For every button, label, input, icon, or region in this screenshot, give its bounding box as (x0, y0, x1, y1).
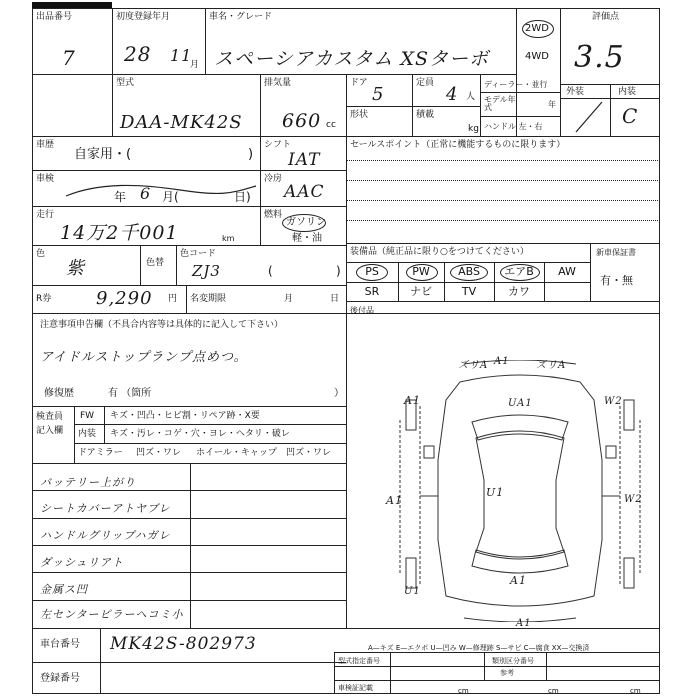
ins-month: 月( (162, 190, 179, 204)
after-label: 後付品 (350, 306, 374, 315)
equip-leather: カワ (508, 285, 530, 298)
equip-airbag: エアB (504, 265, 534, 278)
ins-month-value: 6 (140, 184, 152, 203)
mark-right-front: W2 (604, 396, 623, 407)
capacity-unit: 人 (466, 92, 476, 102)
fuel-label: 燃料 (264, 210, 283, 220)
comment-3: ハンドルグリップハガレ (40, 529, 171, 542)
notes-label: 注意事項申告欄（不具合内容等は具体的に記入して下さい） (40, 320, 284, 330)
shape-label: 形状 (350, 110, 369, 120)
mileage-value: 14万2千001 (60, 222, 179, 244)
equip-abs: ABS (458, 265, 480, 278)
reg-year: 28 (124, 42, 152, 66)
length-label: 車検証記載 (338, 684, 373, 692)
first-reg-label: 初度登録年月 (116, 12, 171, 22)
kg-unit: kg (468, 124, 479, 134)
handle-label: ハンドル 左・右 (484, 122, 543, 131)
equip-aw: AW (558, 265, 576, 278)
comment-4: ダッシュリアト (40, 556, 124, 569)
model-label: 型式 (116, 78, 135, 88)
comment-2: シートカバーアトヤブレ (40, 502, 171, 515)
color-code-label: 色コード (180, 249, 217, 259)
cm-1: cm (458, 687, 469, 695)
cc-unit: cc (326, 120, 336, 130)
interior-grade-label: 内装 (618, 87, 637, 97)
capacity-label: 定員 (416, 78, 435, 88)
equip-ps: PS (365, 265, 379, 278)
interior-check-label: 内装 (78, 429, 97, 439)
name-value: スペーシアカスタム XSターボ (214, 48, 490, 70)
interior-grade-value: C (622, 104, 639, 128)
mark-roof: U1 (486, 486, 505, 499)
capacity-value: 4 (446, 84, 459, 105)
reg-month-unit: 月 (190, 60, 200, 70)
mark-front-center: A1 (494, 356, 510, 367)
mileage-label: 走行 (36, 210, 55, 220)
aircon-value: AAC (284, 182, 325, 202)
mark-front-right: ズリA (536, 360, 567, 371)
auction-sheet: 出品番号 7 初度登録年月 28 11 月 車名・グレード スペーシアカスタム XSターボ 2WD 4WD 評価点 3.5 外装 内装 C 型式 DAA-MK42S 排気量 660 cc ドア 5 定員 4 人 形状 積載 kg ディーラー・並行 モデル年式 年 ハンドル 左・右 車歴 自家用・( ) シフト IAT 車検 年 6 月( 日) 冷房 AAC 走行 14万2千001 km 燃料 ガソリン 軽・油 色 紫 色替 色コード ZJ3 ( ) R券 9,290 円 名変期限 月 日 セールスポイント（正常に機能するものに限ります） 装備品（純正品に限り○をつけてください） 新車保証書 有・無 PS PW ABS エアB AW SR ナビ TV カワ 後付品 注意事項申告欄（不具合内容等は具体的に記入して下さい） アイドルストップランプ点めつ。 修復歴 有 （箇所 ） 検査員 記入欄 FW キズ・凹凸・ヒビ割・リペア跡・X要 内装 キズ・汚レ・コゲ・穴・ヨレ・ヘタリ・破レ ドアミラー 凹ズ・ワレ ホイール・キャップ 凹ズ・ワレ バッテリー上がり シートカバーアトヤブレ ハンドルグリップハガレ ダッシュリアト 金属ス凹 左センターピラーヘコミ小 ズリA A1 ズリA A1 W2 UA1 A1 U1 W2 A1 U1 A1 車台番号 MK42S-802973 登録番号 A—キズ E—エクボ U—凹み W—修理跡 S—サビ C—腐食 XX—交換済 型式指定番号 類別区分番号 参考 車検証記載 cm cm cm (0, 0, 700, 700)
cm-2: cm (548, 687, 559, 695)
new-warranty-label: 新車保証書 (596, 248, 636, 257)
color-label: 色 (36, 249, 46, 259)
year-unit: 年 (548, 100, 556, 109)
interior-check-text: キズ・汚レ・コゲ・穴・ヨレ・ヘタリ・破レ (110, 429, 290, 439)
wheel-label: ホイール・キャップ (196, 448, 277, 458)
abs-circle (450, 264, 488, 281)
model-value: DAA-MK42S (120, 112, 243, 133)
warranty-month: 月 (284, 294, 294, 304)
mark-hood: UA1 (508, 398, 533, 409)
displacement-value: 660 (282, 110, 322, 132)
inspector-label-2: 記入欄 (36, 426, 64, 436)
new-warranty-value: 有・無 (600, 274, 633, 287)
equip-sr: SR (364, 285, 380, 298)
exterior-slash (572, 100, 606, 134)
color-change-label: 色替 (146, 258, 165, 268)
mirror-text: 凹ズ・ワレ (136, 448, 182, 458)
mark-rear: A1 (510, 574, 527, 587)
score-value: 3.5 (574, 40, 625, 75)
shift-label: シフト (264, 140, 292, 150)
comment-1: バッテリー上がり (40, 476, 136, 489)
class-number-label: 類別区分番号 (492, 657, 534, 665)
km-unit: km (222, 234, 235, 243)
equip-tv: TV (461, 285, 477, 298)
fw-text: キズ・凹凸・ヒビ割・リペア跡・X要 (110, 411, 260, 421)
name-label: 車名・グレード (209, 12, 273, 22)
recycle-label: R券 (36, 294, 52, 304)
repair-label: 修復歴 (44, 388, 74, 399)
mark-left-side: A1 (386, 494, 403, 507)
reference-label: 参考 (500, 669, 514, 677)
notes-value: アイドルストップランプ点めつ。 (40, 350, 248, 365)
mirror-label: ドアミラー (78, 448, 123, 458)
comment-6: 左センターピラーヘコミ小 (40, 608, 184, 621)
reg-month: 11 (170, 46, 193, 65)
mark-rear-bumper: A1 (516, 618, 532, 629)
chassis-value: MK42S-802973 (110, 634, 257, 654)
sales-point-label: セールスポイント（正常に機能するものに限ります） (350, 140, 566, 150)
repair-close: ） (334, 388, 344, 399)
damage-legend: A—キズ E—エクボ U—凹み W—修理跡 S—サビ C—腐食 XX—交換済 (368, 644, 590, 652)
pw-circle (406, 264, 438, 281)
mark-left-front: A1 (404, 394, 421, 407)
recycle-value: 9,290 (96, 288, 153, 309)
exterior-label: 外装 (566, 87, 585, 97)
fuel-light: 軽・油 (292, 233, 322, 244)
history-label: 車歴 (36, 140, 55, 150)
aircon-label: 冷房 (264, 174, 283, 184)
mark-left-rear: U1 (404, 586, 421, 597)
door-label: ドア (350, 78, 368, 88)
inspector-label-1: 検査員 (36, 412, 64, 422)
inspection-scribble (60, 180, 260, 204)
model-year-label: モデル年式 (484, 95, 516, 112)
wheel-text: 凹ズ・ワレ (286, 448, 332, 458)
fw-label: FW (80, 411, 95, 421)
drive-4wd: 4WD (525, 51, 549, 62)
displacement-label: 排気量 (264, 78, 292, 88)
chassis-label: 車台番号 (40, 639, 80, 650)
model-number-label: 型式指定番号 (338, 657, 380, 665)
equip-pw: PW (412, 265, 430, 278)
warranty-day: 日 (330, 294, 340, 304)
history-close: ) (248, 147, 254, 162)
equipment-label: 装備品（純正品に限り○をつけてください） (350, 247, 529, 257)
door-value: 5 (372, 84, 385, 105)
color-value: 紫 (66, 258, 85, 279)
fuel-value: ガソリン (286, 217, 326, 228)
equip-navi: ナビ (410, 285, 432, 298)
drive-2wd: 2WD (525, 23, 549, 34)
yen-unit: 円 (168, 294, 178, 304)
lot-label: 出品番号 (36, 12, 73, 22)
repair-value: 有 （箇所 (108, 388, 152, 399)
registration-label: 登録番号 (40, 673, 80, 684)
shift-value: IAT (288, 150, 321, 170)
warranty-label: 名変期限 (190, 294, 227, 304)
ins-day: 日) (234, 190, 251, 204)
comment-5: 金属ス凹 (40, 583, 88, 596)
mark-front-left: ズリA (458, 360, 489, 371)
header-bar (32, 2, 112, 8)
dealer-label: ディーラー・並行 (484, 80, 548, 89)
cm-3: cm (630, 687, 641, 695)
load-label: 積載 (416, 110, 435, 120)
inspection-label: 車検 (36, 174, 55, 184)
ps-circle (356, 264, 388, 281)
lot-value: 7 (62, 46, 76, 70)
color-code-value: ZJ3 (192, 262, 221, 280)
ins-year: 年 (114, 190, 127, 204)
score-label: 評価点 (592, 12, 620, 22)
airbag-circle (500, 264, 540, 281)
mark-right-side: W2 (624, 494, 643, 505)
history-value: 自家用・( (74, 147, 132, 162)
